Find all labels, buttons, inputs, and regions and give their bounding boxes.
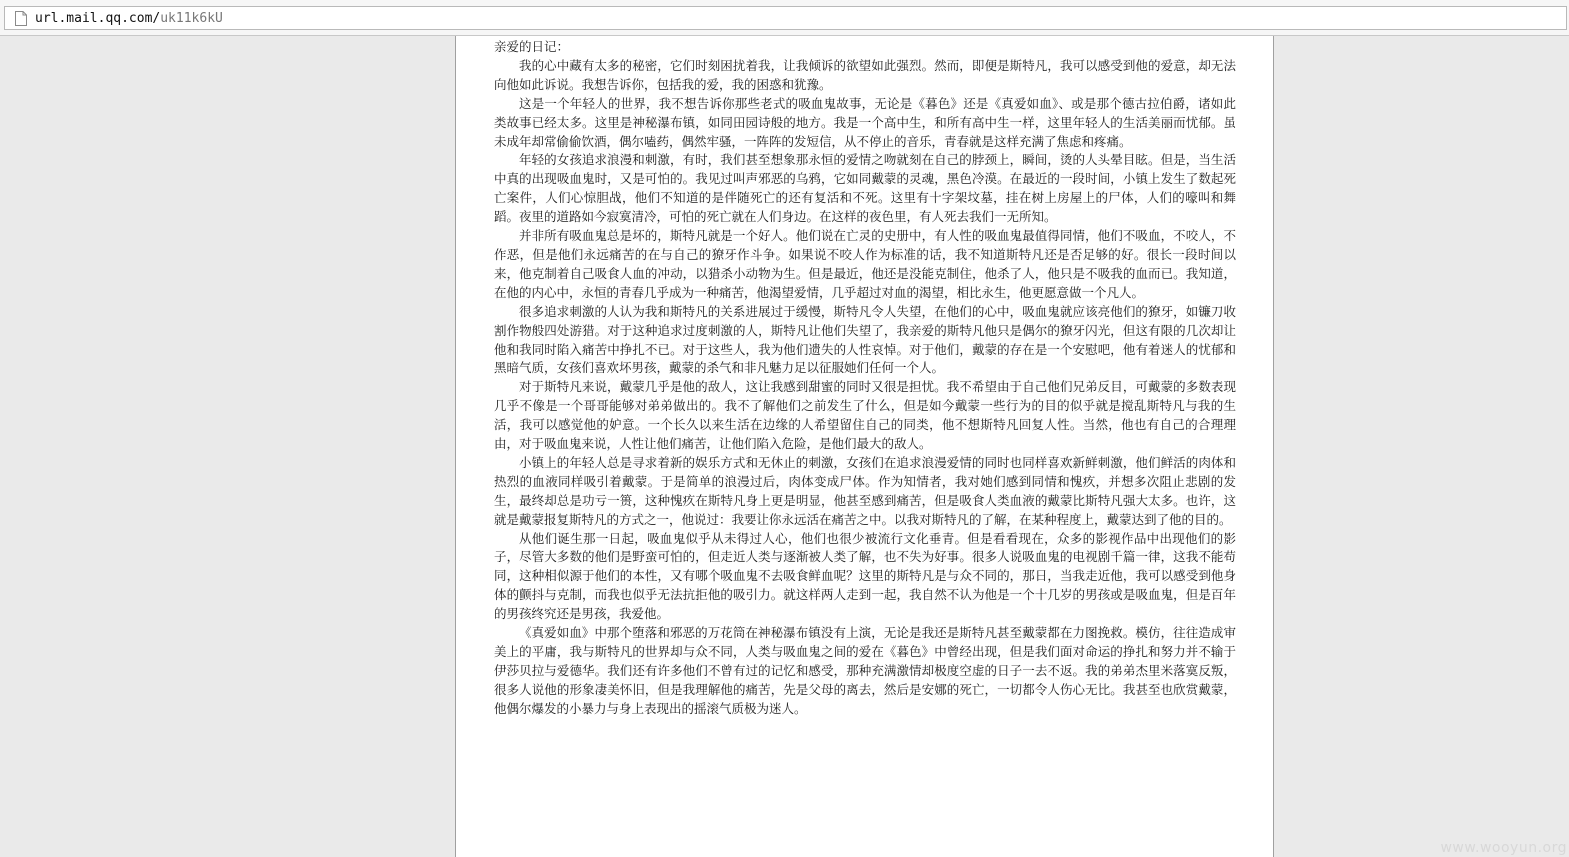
diary-paragraph: 《真爱如血》中那个堕落和邪恶的万花筒在神秘瀑布镇没有上演，无论是我还是斯特凡甚至戴蒙都在力图挽救。模仿，往往造成审美上的平庸，我与斯特凡的世界却与众不同，人类与吸血鬼之间的爱在《暮色》中曾经出现，但是我们面对命运的挣扎和努力并不输于伊莎贝拉与爱德华。我们还有许多他们不曾有过的记忆和感受，那种充满激情却极度空虚的日子一去不返。我的弟弟杰里米落寞反叛，很多人说他的形象凄美怀旧，但是我理解他的痛苦，先是父母的离去，然后是安娜的死亡，一切都令人伤心无比。我甚至也欣赏戴蒙，他偶尔爆发的小暴力与身上表现出的摇滚气质极为迷人。 bbox=[494, 625, 1236, 716]
diary-paragraph: 从他们诞生那一日起，吸血鬼似乎从未得过人心，他们也很少被流行文化垂青。但是看看现在，众多的影视作品中出现他们的影子，尽管大多数的他们是野蛮可怕的，但走近人类与逐渐被人类了解，也不失为好事。很多人说吸血鬼的电视剧千篇一律，这我不能苟同，这种相似源于他们的本性，又有哪个吸血鬼不去吸食鲜血呢？这里的斯特凡是与众不同的，那日，当我走近他，我可以感受到他身体的颤抖与克制，而我也似乎无法抗拒他的吸引力。就这样两人走到一起，我自然不认为他是一个十几岁的男孩或是吸血鬼，但是百年的男孩终究还是男孩，我爱他。 bbox=[494, 530, 1236, 622]
diary-text bbox=[494, 38, 1236, 719]
url-input[interactable] bbox=[4, 6, 1567, 30]
url-host: url.mail.qq.com/ bbox=[35, 10, 161, 26]
diary-greeting: 亲爱的日记： bbox=[494, 39, 570, 54]
diary-paragraph: 很多追求刺激的人认为我和斯特凡的关系进展过于缓慢，斯特凡令人失望，在他们的心中，吸血鬼就应该亮他们的獠牙，如镰刀收割作物般四处游猎。对于这种追求过度刺激的人，斯特凡让他们失望了，我亲爱的斯特凡他只是偶尔的獠牙闪光，但这有限的几次却让他和我同时陷入痛苦中挣扎不已。对于这些人，我为他们遗失的人性哀悼。对于他们，戴蒙的存在是一个安慰吧，他有着迷人的忧郁和黑暗气质，女孩们喜欢坏男孩，戴蒙的杀气和非凡魅力足以征服她们任何一个人。 bbox=[494, 303, 1236, 376]
diary-paragraph: 这是一个年轻人的世界，我不想告诉你那些老式的吸血鬼故事，无论是《暮色》还是《真爱如血》、或是那个德古拉伯爵，诸如此类故事已经太多。这里是神秘瀑布镇，如同田园诗般的地方。我是一个高中生，和所有高中生一样，这里年轻人的生活美丽而忧郁。虽未成年却常偷偷饮酒，偶尔嗑药，偶然牢骚，一阵阵的发短信，从不停止的音乐，青春就是这样充满了焦虑和疼痛。 bbox=[494, 95, 1236, 149]
diary-paragraph: 并非所有吸血鬼总是坏的，斯特凡就是一个好人。他们说在亡灵的史册中，有人性的吸血鬼最值得同情，他们不吸血，不咬人，不作恶，但是他们永远痛苦的在与自己的獠牙作斗争。如果说不咬人作为标准的话，我不知道斯特凡还是否足够的好。很长一段时间以来，他克制着自己吸食人血的冲动，以猎杀小动物为生。但是最近，他还是没能克制住，他杀了人，他只是不吸我的血而已。我知道，在他的内心中，永恒的青春几乎成为一种痛苦，他渴望爱情，几乎超过对血的渴望，相比永生，他更愿意做一个凡人。 bbox=[494, 228, 1236, 300]
browser-address-bar bbox=[0, 0, 1569, 36]
page-icon bbox=[15, 11, 27, 26]
watermark: www.wooyun.org bbox=[1440, 840, 1567, 856]
diary-paragraph: 年轻的女孩追求浪漫和刺激，有时，我们甚至想象那永恒的爱情之吻就刻在自己的脖颈上，瞬间，烫的人头晕目眩。但是，当生活中真的出现吸血鬼时，又是可怕的。我见过叫声邪恶的乌鸦，它如同戴蒙的灵魂，黑色冷漠。在最近的一段时间，小镇上发生了数起死亡案件，人们心惊胆战，他们不知道的是伴随死亡的还有复活和不死。这里有十字架坟墓，挂在树上房屋上的尸体，人们的嚎叫和舞蹈。夜里的道路如今寂寞清冷，可怕的死亡就在人们身边。在这样的夜色里，有人死去我们一无所知。 bbox=[494, 152, 1236, 225]
diary-paragraph: 小镇上的年轻人总是寻求着新的娱乐方式和无休止的刺激，女孩们在追求浪漫爱情的同时也同样喜欢新鲜刺激，他们鲜活的肉体和热烈的血液同样吸引着戴蒙。于是简单的浪漫过后，肉体变成尸体。作为知情者，我对她们感到同情和愧疚，并想多次阻止悲剧的发生，最终却总是功亏一篑，这种愧疚在斯特凡身上更是明显，他甚至感到痛苦，但是吸食人类血液的戴蒙比斯特凡强大太多。也许，这就是戴蒙报复斯特凡的方式之一，他说过：我要让你永远活在痛苦之中。以我对斯特凡的了解，在某种程度上，戴蒙达到了他的目的。 bbox=[494, 454, 1236, 527]
url-path: uk11k6kU bbox=[160, 10, 223, 26]
diary-paragraph: 我的心中藏有太多的秘密，它们时刻困扰着我，让我倾诉的欲望如此强烈。然而，即便是斯特凡，我可以感受到他的爱意，却无法向他如此诉说。我想告诉你，包括我的爱，我的困惑和犹豫。 bbox=[494, 57, 1236, 92]
diary-paragraph: 对于斯特凡来说，戴蒙几乎是他的敌人，这让我感到甜蜜的同时又很是担忧。我不希望由于自己他们兄弟反目，可戴蒙的多数表现几乎不像是一个哥哥能够对弟弟做出的。我不了解他们之前发生了什么，但是如今戴蒙一些行为的目的似乎就是搅乱斯特凡与我的生活，我可以感觉他的妒意。一个长久以来生活在边缘的人希望留住自己的同类，他不想斯特凡回复人性。当然，他也有自己的合理理由，对于吸血鬼来说，人性让他们痛苦，让他们陷入危险，是他们最大的敌人。 bbox=[494, 379, 1236, 452]
url-text bbox=[35, 11, 223, 26]
document-page bbox=[455, 36, 1274, 857]
